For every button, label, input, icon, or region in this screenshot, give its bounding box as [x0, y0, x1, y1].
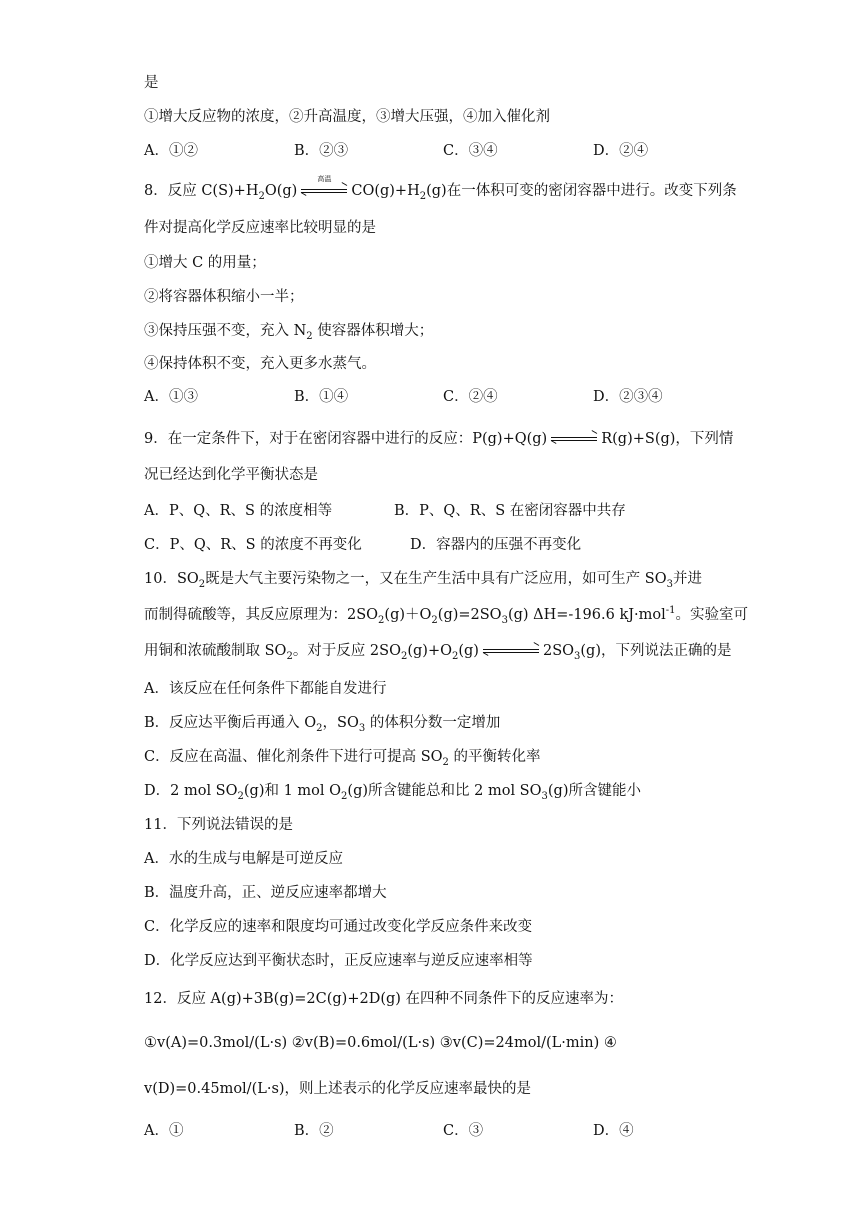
- q10-option-c: C．反应在高温、催化剂条件下进行可提高 $SO_2$ 的平衡转化率: [144, 749, 541, 768]
- q11-stem: 11．下列说法错误的是: [144, 817, 293, 833]
- q9-stem-line1: 9．在一定条件下，对于在密闭容器中进行的反应：P(g)+Q(g) R(g)+S(g)，下列情: [144, 431, 734, 447]
- q8-stem-line2: 件对提高化学反应速率比较明显的是: [144, 220, 376, 236]
- q10-stem-line3: 用铜和浓硫酸制取 $SO_2$。对于反应 $2SO_2(g)+O_2(g)$ $2SO_3(g)$，下列说法正确的是: [144, 643, 732, 662]
- q8-stem-line1: 8．反应 $C(S)+H_2O(g)$ 高温 $CO(g)+H_2(g)$在一体积可变的密闭容器中进行。改变下列条: [144, 175, 737, 202]
- q12-rate4: v(D)=0.45mol/(L·s)，则上述表示的化学反应速率最快的是: [144, 1081, 532, 1097]
- q11-option-b: B．温度升高，正、逆反应速率都增大: [144, 885, 387, 901]
- q11-option-c: C．化学反应的速率和限度均可通过改变化学反应条件来改变: [144, 919, 533, 935]
- q12-rates: ①v(A)=0.3mol/(L·s) ②v(B)=0.6mol/(L·s) ③v(C)=24mol/(L·min) ④: [144, 1035, 617, 1051]
- q8-option-b: B．①④: [294, 389, 349, 405]
- q8-condition-2: ②将容器体积缩小一半；: [144, 289, 304, 305]
- q9-stem-line2: 况已经达到化学平衡状态是: [144, 467, 318, 483]
- q7-option-c: C．③④: [443, 143, 498, 159]
- q7-tail: 是: [144, 75, 159, 91]
- q11-option-d: D．化学反应达到平衡状态时，正反应速率与逆反应速率相等: [144, 953, 533, 969]
- q8-condition-3: ③保持压强不变，充入 $N_2$ 使容器体积增大；: [144, 323, 434, 342]
- q12-option-d: D．④: [593, 1123, 634, 1139]
- q10-option-d: D．2 mol $SO_2(g)$和 1 mol $O_2(g)$所含键能总和比 2 mol $SO_3(g)$所含键能小: [144, 783, 641, 802]
- q9-option-b: B．P、Q、R、S 在密闭容器中共存: [394, 503, 626, 519]
- q9-option-d: D．容器内的压强不再变化: [410, 537, 582, 553]
- q7-conditions: ①增大反应物的浓度，②升高温度，③增大压强，④加入催化剂: [144, 109, 550, 125]
- q7-option-d: D．②④: [593, 143, 649, 159]
- q10-stem-line1: 10．$SO_2$既是大气主要污染物之一，又在生产生活中具有广泛应用，如可生产 $SO_3$并进: [144, 571, 702, 590]
- q12-option-c: C．③: [443, 1123, 484, 1139]
- equilibrium-arrow-icon: [549, 432, 599, 446]
- equilibrium-arrow-icon: [481, 644, 541, 658]
- q8-condition-1: ①增大 C 的用量；: [144, 255, 266, 271]
- q10-stem-line2: 而制得硫酸等，其反应原理为：$2SO_2(g)+O_2(g)=2SO_3(g)$ ΔH=-196.6 kJ·mol$^{-1}$。实验室可: [144, 605, 749, 626]
- q8-option-a: A．①③: [144, 389, 198, 405]
- q10-option-a: A．该反应在任何条件下都能自发进行: [144, 681, 387, 697]
- q8-condition-4: ④保持体积不变，充入更多水蒸气。: [144, 356, 376, 372]
- equilibrium-arrow-icon: 高温: [299, 184, 349, 198]
- q9-option-a: A．P、Q、R、S 的浓度相等: [144, 503, 333, 519]
- q9-option-c: C．P、Q、R、S 的浓度不再变化: [144, 537, 362, 553]
- q11-option-a: A．水的生成与电解是可逆反应: [144, 851, 343, 867]
- q10-option-b: B．反应达平衡后再通入 $O_2$，$SO_3$ 的体积分数一定增加: [144, 715, 501, 734]
- q12-stem: 12．反应 A(g)+3B(g)=2C(g)+2D(g) 在四种不同条件下的反应速率为：: [144, 991, 624, 1007]
- q12-option-a: A．①: [144, 1123, 184, 1139]
- q8-option-d: D．②③④: [593, 389, 663, 405]
- q12-option-b: B．②: [294, 1123, 334, 1139]
- q7-option-b: B．②③: [294, 143, 349, 159]
- q7-option-a: A．①②: [144, 143, 198, 159]
- q8-option-c: C．②④: [443, 389, 498, 405]
